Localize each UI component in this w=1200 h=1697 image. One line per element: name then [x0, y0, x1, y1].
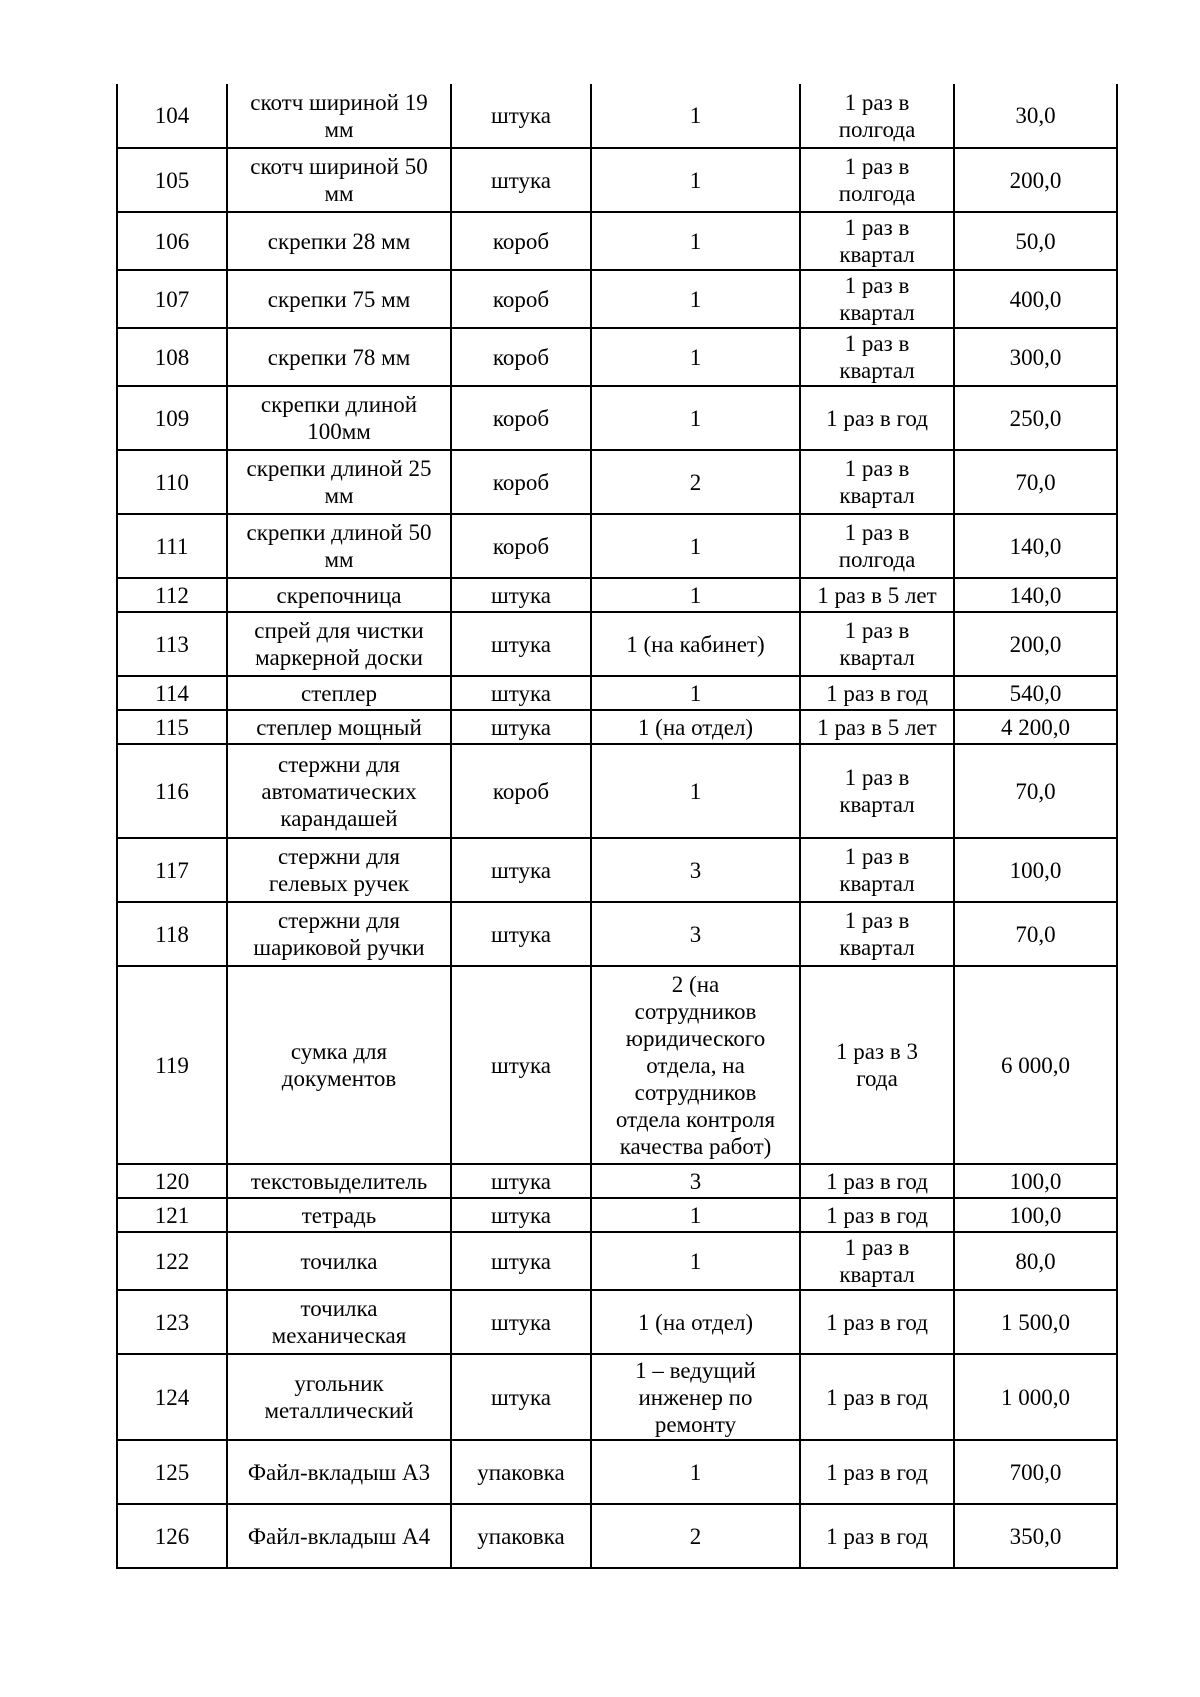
item-name-cell: скрепки длиной 25 мм	[227, 450, 451, 514]
table-row	[117, 676, 1117, 710]
item-number-cell: 108	[117, 328, 227, 386]
item-name-cell: стержни для гелевых ручек	[227, 838, 451, 902]
table-row	[117, 148, 1117, 212]
item-name-cell: скрепки 28 мм	[227, 212, 451, 270]
item-unit-cell: короб	[451, 386, 591, 450]
item-number-cell: 120	[117, 1164, 227, 1198]
item-period-cell: 1 раз в 3 года	[800, 966, 954, 1164]
item-period-cell: 1 раз в год	[800, 386, 954, 450]
item-quantity-cell: 1	[591, 386, 800, 450]
table-row	[117, 710, 1117, 744]
supplies-table	[116, 84, 1118, 1569]
item-quantity-cell: 3	[591, 838, 800, 902]
item-quantity-cell: 1	[591, 148, 800, 212]
item-unit-cell: штука	[451, 1198, 591, 1232]
item-quantity-cell: 3	[591, 902, 800, 966]
item-period-cell: 1 раз в квартал	[800, 328, 954, 386]
item-price-cell: 30,0	[954, 84, 1117, 148]
item-unit-cell: упаковка	[451, 1440, 591, 1504]
item-price-cell: 50,0	[954, 212, 1117, 270]
item-quantity-cell: 1	[591, 676, 800, 710]
item-number-cell: 113	[117, 612, 227, 676]
item-quantity-cell: 1	[591, 212, 800, 270]
table-row	[117, 84, 1117, 148]
item-price-cell: 1 000,0	[954, 1354, 1117, 1440]
item-quantity-cell: 1	[591, 84, 800, 148]
item-name-cell: степлер	[227, 676, 451, 710]
item-quantity-cell: 1	[591, 514, 800, 578]
item-unit-cell: короб	[451, 270, 591, 328]
item-price-cell: 540,0	[954, 676, 1117, 710]
item-number-cell: 121	[117, 1198, 227, 1232]
item-price-cell: 6 000,0	[954, 966, 1117, 1164]
table-row	[117, 1290, 1117, 1354]
table-row	[117, 386, 1117, 450]
item-period-cell: 1 раз в год	[800, 1354, 954, 1440]
item-price-cell: 140,0	[954, 578, 1117, 612]
item-unit-cell: упаковка	[451, 1504, 591, 1568]
table-row	[117, 744, 1117, 838]
item-price-cell: 4 200,0	[954, 710, 1117, 744]
item-period-cell: 1 раз в квартал	[800, 270, 954, 328]
item-period-cell: 1 раз в год	[800, 1290, 954, 1354]
item-quantity-cell: 1	[591, 1232, 800, 1290]
item-period-cell: 1 раз в квартал	[800, 902, 954, 966]
table-row	[117, 966, 1117, 1164]
item-unit-cell: штука	[451, 1354, 591, 1440]
item-price-cell: 350,0	[954, 1504, 1117, 1568]
table-row	[117, 1164, 1117, 1198]
item-price-cell: 100,0	[954, 838, 1117, 902]
item-unit-cell: короб	[451, 328, 591, 386]
item-name-cell: скрепочница	[227, 578, 451, 612]
item-name-cell: скотч шириной 19 мм	[227, 84, 451, 148]
item-quantity-cell: 1	[591, 270, 800, 328]
item-unit-cell: короб	[451, 514, 591, 578]
item-quantity-cell: 1	[591, 1198, 800, 1232]
item-number-cell: 117	[117, 838, 227, 902]
table-row	[117, 1440, 1117, 1504]
item-period-cell: 1 раз в квартал	[800, 744, 954, 838]
item-quantity-cell: 1 (на кабинет)	[591, 612, 800, 676]
item-price-cell: 300,0	[954, 328, 1117, 386]
item-quantity-cell: 2	[591, 1504, 800, 1568]
item-unit-cell: штука	[451, 578, 591, 612]
item-number-cell: 115	[117, 710, 227, 744]
item-period-cell: 1 раз в 5 лет	[800, 710, 954, 744]
item-name-cell: стержни для шариковой ручки	[227, 902, 451, 966]
item-unit-cell: штука	[451, 710, 591, 744]
item-quantity-cell: 1	[591, 578, 800, 612]
item-number-cell: 104	[117, 84, 227, 148]
item-number-cell: 114	[117, 676, 227, 710]
item-name-cell: точилка механическая	[227, 1290, 451, 1354]
item-price-cell: 100,0	[954, 1164, 1117, 1198]
item-price-cell: 100,0	[954, 1198, 1117, 1232]
item-name-cell: скрепки 78 мм	[227, 328, 451, 386]
table-row	[117, 612, 1117, 676]
table-row	[117, 514, 1117, 578]
table-row	[117, 328, 1117, 386]
item-name-cell: скотч шириной 50 мм	[227, 148, 451, 212]
item-quantity-cell: 1	[591, 1440, 800, 1504]
item-price-cell: 70,0	[954, 450, 1117, 514]
item-unit-cell: штука	[451, 902, 591, 966]
item-unit-cell: штука	[451, 676, 591, 710]
item-number-cell: 123	[117, 1290, 227, 1354]
item-name-cell: сумка для документов	[227, 966, 451, 1164]
item-number-cell: 122	[117, 1232, 227, 1290]
item-quantity-cell: 3	[591, 1164, 800, 1198]
item-number-cell: 118	[117, 902, 227, 966]
item-quantity-cell: 1 (на отдел)	[591, 1290, 800, 1354]
table-row	[117, 1504, 1117, 1568]
table-row	[117, 212, 1117, 270]
item-name-cell: угольник металлический	[227, 1354, 451, 1440]
item-quantity-cell: 1 (на отдел)	[591, 710, 800, 744]
item-number-cell: 107	[117, 270, 227, 328]
item-unit-cell: штука	[451, 84, 591, 148]
table-row	[117, 838, 1117, 902]
item-number-cell: 112	[117, 578, 227, 612]
item-number-cell: 125	[117, 1440, 227, 1504]
item-period-cell: 1 раз в год	[800, 1164, 954, 1198]
item-unit-cell: штука	[451, 838, 591, 902]
item-name-cell: степлер мощный	[227, 710, 451, 744]
item-number-cell: 116	[117, 744, 227, 838]
item-unit-cell: штука	[451, 148, 591, 212]
item-number-cell: 126	[117, 1504, 227, 1568]
item-period-cell: 1 раз в квартал	[800, 1232, 954, 1290]
item-name-cell: Файл-вкладыш А3	[227, 1440, 451, 1504]
table-row	[117, 578, 1117, 612]
table-row	[117, 1198, 1117, 1232]
item-price-cell: 70,0	[954, 744, 1117, 838]
table-row	[117, 1232, 1117, 1290]
item-period-cell: 1 раз в год	[800, 676, 954, 710]
item-period-cell: 1 раз в полгода	[800, 148, 954, 212]
item-name-cell: скрепки длиной 100мм	[227, 386, 451, 450]
item-number-cell: 105	[117, 148, 227, 212]
table-row	[117, 902, 1117, 966]
item-number-cell: 106	[117, 212, 227, 270]
table-row	[117, 450, 1117, 514]
item-period-cell: 1 раз в полгода	[800, 514, 954, 578]
item-number-cell: 124	[117, 1354, 227, 1440]
item-name-cell: текстовыделитель	[227, 1164, 451, 1198]
item-price-cell: 700,0	[954, 1440, 1117, 1504]
item-quantity-cell: 1	[591, 328, 800, 386]
item-price-cell: 200,0	[954, 612, 1117, 676]
item-period-cell: 1 раз в квартал	[800, 212, 954, 270]
item-name-cell: точилка	[227, 1232, 451, 1290]
item-number-cell: 110	[117, 450, 227, 514]
table-row	[117, 270, 1117, 328]
document-page	[116, 84, 1116, 1569]
item-price-cell: 80,0	[954, 1232, 1117, 1290]
item-quantity-cell: 2 (на сотрудников юридического отдела, на сотрудников отдела контроля качества работ)	[591, 966, 800, 1164]
item-period-cell: 1 раз в квартал	[800, 838, 954, 902]
item-unit-cell: штука	[451, 966, 591, 1164]
item-name-cell: тетрадь	[227, 1198, 451, 1232]
item-price-cell: 70,0	[954, 902, 1117, 966]
item-unit-cell: короб	[451, 450, 591, 514]
item-period-cell: 1 раз в полгода	[800, 84, 954, 148]
item-number-cell: 119	[117, 966, 227, 1164]
item-unit-cell: короб	[451, 744, 591, 838]
item-name-cell: скрепки 75 мм	[227, 270, 451, 328]
item-quantity-cell: 1 – ведущий инженер по ремонту	[591, 1354, 800, 1440]
item-quantity-cell: 1	[591, 744, 800, 838]
item-number-cell: 109	[117, 386, 227, 450]
item-unit-cell: штука	[451, 1290, 591, 1354]
item-unit-cell: штука	[451, 1232, 591, 1290]
item-name-cell: стержни для автоматических карандашей	[227, 744, 451, 838]
table-row	[117, 1354, 1117, 1440]
item-period-cell: 1 раз в квартал	[800, 450, 954, 514]
item-period-cell: 1 раз в квартал	[800, 612, 954, 676]
item-quantity-cell: 2	[591, 450, 800, 514]
item-period-cell: 1 раз в год	[800, 1198, 954, 1232]
table-body	[117, 84, 1117, 1568]
item-period-cell: 1 раз в 5 лет	[800, 578, 954, 612]
item-period-cell: 1 раз в год	[800, 1504, 954, 1568]
item-name-cell: спрей для чистки маркерной доски	[227, 612, 451, 676]
item-unit-cell: короб	[451, 212, 591, 270]
item-price-cell: 140,0	[954, 514, 1117, 578]
item-period-cell: 1 раз в год	[800, 1440, 954, 1504]
item-name-cell: скрепки длиной 50 мм	[227, 514, 451, 578]
item-unit-cell: штука	[451, 612, 591, 676]
item-name-cell: Файл-вкладыш А4	[227, 1504, 451, 1568]
item-price-cell: 1 500,0	[954, 1290, 1117, 1354]
item-price-cell: 200,0	[954, 148, 1117, 212]
item-unit-cell: штука	[451, 1164, 591, 1198]
item-price-cell: 250,0	[954, 386, 1117, 450]
item-number-cell: 111	[117, 514, 227, 578]
item-price-cell: 400,0	[954, 270, 1117, 328]
